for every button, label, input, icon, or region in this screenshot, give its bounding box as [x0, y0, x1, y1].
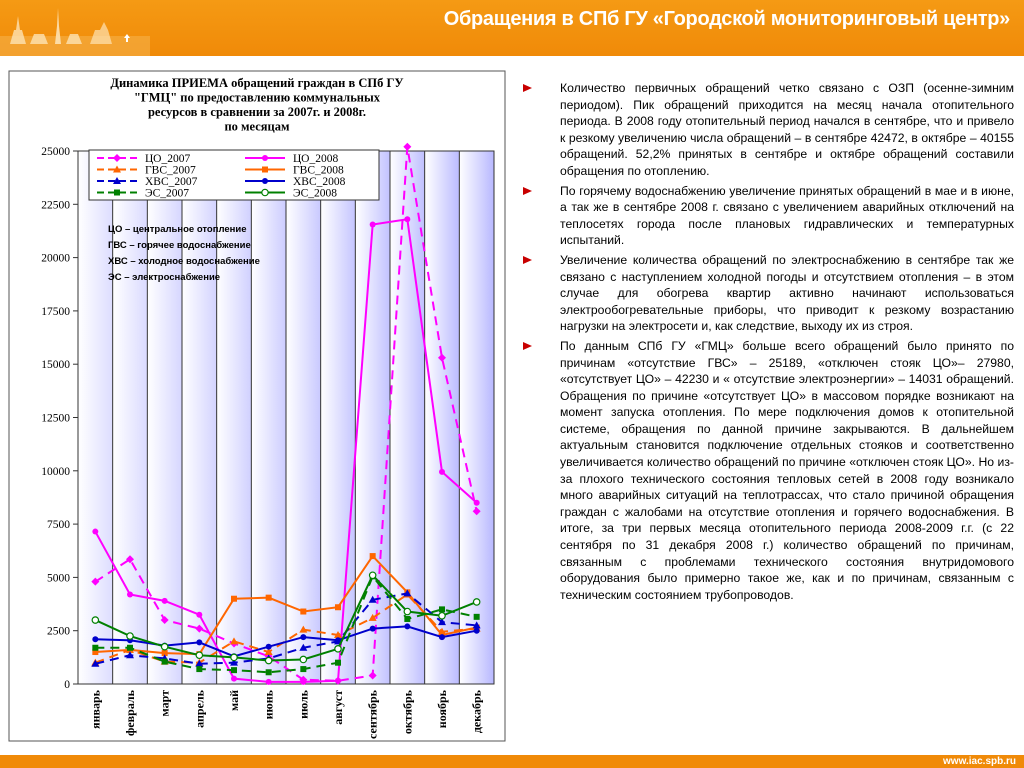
legend-label: ЭС_2008	[293, 187, 338, 200]
legend-label: ЭС_2007	[145, 187, 190, 200]
data-point	[404, 608, 410, 614]
x-tick-label: октябрь	[400, 690, 415, 735]
abbreviation-note: ХВС – холодное водоснабжение	[108, 256, 260, 267]
data-point	[335, 660, 341, 666]
y-tick-label: 20000	[41, 252, 70, 265]
abbreviation-note: ЭС – электроснабжение	[108, 272, 221, 283]
data-point	[92, 617, 98, 623]
y-tick-label: 22500	[41, 199, 70, 212]
data-point	[439, 469, 445, 475]
data-point	[439, 634, 445, 640]
data-point	[196, 612, 202, 618]
y-tick-label: 10000	[41, 465, 70, 478]
abbreviation-note: ГВС – горячее водоснабжение	[108, 240, 251, 251]
data-point	[473, 599, 479, 605]
data-point	[127, 645, 133, 651]
abbreviation-note: ЦО – центральное отопление	[108, 224, 247, 235]
data-point	[300, 666, 306, 672]
arrow-bullet-icon	[523, 256, 532, 264]
data-point	[196, 639, 202, 645]
x-tick-label: июль	[296, 690, 311, 719]
bullet-text: По данным СПб ГУ «ГМЦ» больше всего обращений было принято по причинам «отсутствие ГВС» – 25189, «отключен стояк ЦО»– 27980, «отсутствует ЦО» – 42230 и « отсутствие электроэнергии» – 14031 обращений. Обращения по причине «отсутствует ЦО» в массовом порядке возникают на момент запуска отопления. По мере подключения домов к отопительной системе, обращения по данной причине закрываются. В дальнейшем актуальным становится подключение отдельных стояков и соответственно увеличивается количество обращений по причине «отключен стояк ЦО». Но из-за плохого технического состояния тепловых сетей в 2008 году возникало много аварийных ситуаций на теплотрассах, что стало причиной обращения граждан с жалобами на отсутствие отопления и горячего водоснабжения. В итоге, за три первых месяца отопительного периода 2008-2009 г.г. (с 22 сентября по 31 декабря 2008 г.) количество обращений по причинам, связанным с проблемами технического состояния внутридомового оборудования было примерно такое же, как и по причинам, связанным с техническим состоянием трубопроводов.	[560, 338, 1014, 602]
data-point	[231, 596, 237, 602]
arrow-bullet-icon	[523, 84, 532, 92]
data-point	[335, 604, 341, 610]
plot-band	[321, 151, 356, 684]
y-tick-label: 2500	[47, 625, 70, 638]
data-point	[474, 628, 480, 634]
legend-label: ХВС_2007	[145, 176, 198, 188]
data-point	[335, 646, 341, 652]
data-point	[404, 616, 410, 622]
data-point	[439, 613, 445, 619]
data-point	[265, 657, 271, 663]
data-point	[370, 222, 376, 228]
y-tick-label: 5000	[47, 572, 70, 585]
data-point	[439, 606, 445, 612]
x-tick-label: март	[157, 690, 172, 717]
bullet-item-1	[518, 80, 1014, 180]
data-point	[300, 634, 306, 640]
y-tick-label: 0	[64, 679, 70, 691]
chart-title-line: "ГМЦ" по предоставлению коммунальных	[133, 90, 381, 105]
text-panel	[518, 80, 1014, 606]
data-point	[92, 636, 98, 642]
data-point	[404, 216, 410, 222]
data-point	[335, 678, 341, 684]
x-tick-label: февраль	[123, 690, 137, 736]
data-point	[231, 654, 237, 660]
x-tick-label: сентябрь	[365, 690, 380, 739]
y-tick-label: 7500	[47, 519, 70, 532]
plot-band	[425, 151, 460, 684]
bullet-text: Увеличение количества обращений по электроснабжению в сентябре так же связано с наступлением холодной погоды и отсутствием отопления – в этом случае для обогрева квартир активно начинают использоваться электрообогревательные приборы, что приводит к резкому возрастанию нагрузки на электросети и, как следствие, выходу их из строя.	[560, 252, 1014, 334]
x-tick-label: ноябрь	[435, 690, 449, 729]
plot-band	[251, 151, 286, 684]
data-point	[231, 676, 237, 682]
legend-label: ХВС_2008	[293, 176, 346, 188]
bullet-item-4	[518, 338, 1014, 604]
arrow-bullet-icon	[523, 187, 532, 195]
footer-url: www.iac.spb.ru	[943, 756, 1016, 767]
y-tick-label: 15000	[41, 359, 70, 372]
y-tick-label: 25000	[41, 146, 70, 158]
x-tick-label: май	[227, 690, 241, 712]
data-point	[369, 572, 375, 578]
data-point	[300, 679, 306, 685]
data-point	[196, 666, 202, 672]
arrow-bullet-icon	[523, 342, 532, 350]
data-point	[266, 595, 272, 601]
y-tick-label: 12500	[41, 412, 70, 425]
header-bar	[0, 0, 1024, 56]
bullet-item-2	[518, 183, 1014, 249]
x-tick-label: июнь	[261, 690, 276, 720]
data-point	[300, 609, 306, 615]
x-tick-label: январь	[88, 690, 103, 729]
data-point	[404, 623, 410, 629]
data-point	[114, 190, 120, 196]
legend-label: ЦО_2007	[145, 153, 191, 165]
bullet-text: Количество первичных обращений четко связано с ОЗП (осенне-зимним периодом). Пик обращений приходится на месяц начала отопительного периода. В 2008 году отопительный период начался в сентябре, что и привело к резкому увеличению числа обращений – в сентябре 42472, в октябре – 40155 обращений. 52,2% принятых в сентябре и октябре обращений составили обращения по отоплению.	[560, 81, 1014, 178]
chart-title-line: ресурсов в сравнении за 2007г. и 2008г.	[147, 105, 367, 119]
data-point	[370, 553, 376, 559]
data-point	[300, 656, 306, 662]
data-point	[162, 598, 168, 604]
data-point	[370, 626, 376, 632]
data-point	[92, 529, 98, 535]
data-point	[266, 679, 272, 685]
line-chart	[8, 70, 506, 742]
y-tick-label: 17500	[41, 305, 70, 318]
chart-title-line: Динамика ПРИЕМА обращений граждан в СПб ГУ	[110, 76, 404, 90]
x-tick-label: август	[331, 690, 345, 725]
data-point	[231, 667, 237, 673]
data-point	[196, 652, 202, 658]
legend-label: ГВС_2008	[293, 164, 344, 177]
data-point	[127, 591, 133, 597]
data-point	[162, 659, 168, 665]
legend-label: ГВС_2007	[145, 164, 196, 177]
chart-panel	[8, 70, 506, 742]
data-point	[92, 645, 98, 651]
page-title: Обращения в СПб ГУ «Городской мониторинговый центр»	[443, 8, 1010, 30]
data-point	[262, 167, 268, 173]
data-point	[474, 614, 480, 620]
legend-label: ЦО_2008	[293, 153, 339, 165]
bullet-item-3	[518, 252, 1014, 335]
city-skyline-icon	[0, 0, 150, 56]
data-point	[266, 644, 272, 650]
data-point	[262, 178, 268, 184]
x-tick-label: декабрь	[469, 690, 484, 734]
chart-title-line: по месяцам	[224, 119, 290, 134]
plot-band	[286, 151, 321, 684]
bullet-text: По горячему водоснабжению увеличение принятых обращений в мае и в июне, а так же в сентябре 2008 г. связано с увеличением аварийных отключений на теплосетях города после плановых гидравлических и температурных испытаний.	[560, 183, 1014, 248]
data-point	[161, 643, 167, 649]
data-point	[262, 189, 268, 195]
data-point	[262, 155, 268, 161]
data-point	[474, 500, 480, 506]
x-tick-label: апрель	[192, 690, 207, 728]
footer-bar	[0, 755, 1024, 768]
data-point	[266, 669, 272, 675]
data-point	[127, 633, 133, 639]
